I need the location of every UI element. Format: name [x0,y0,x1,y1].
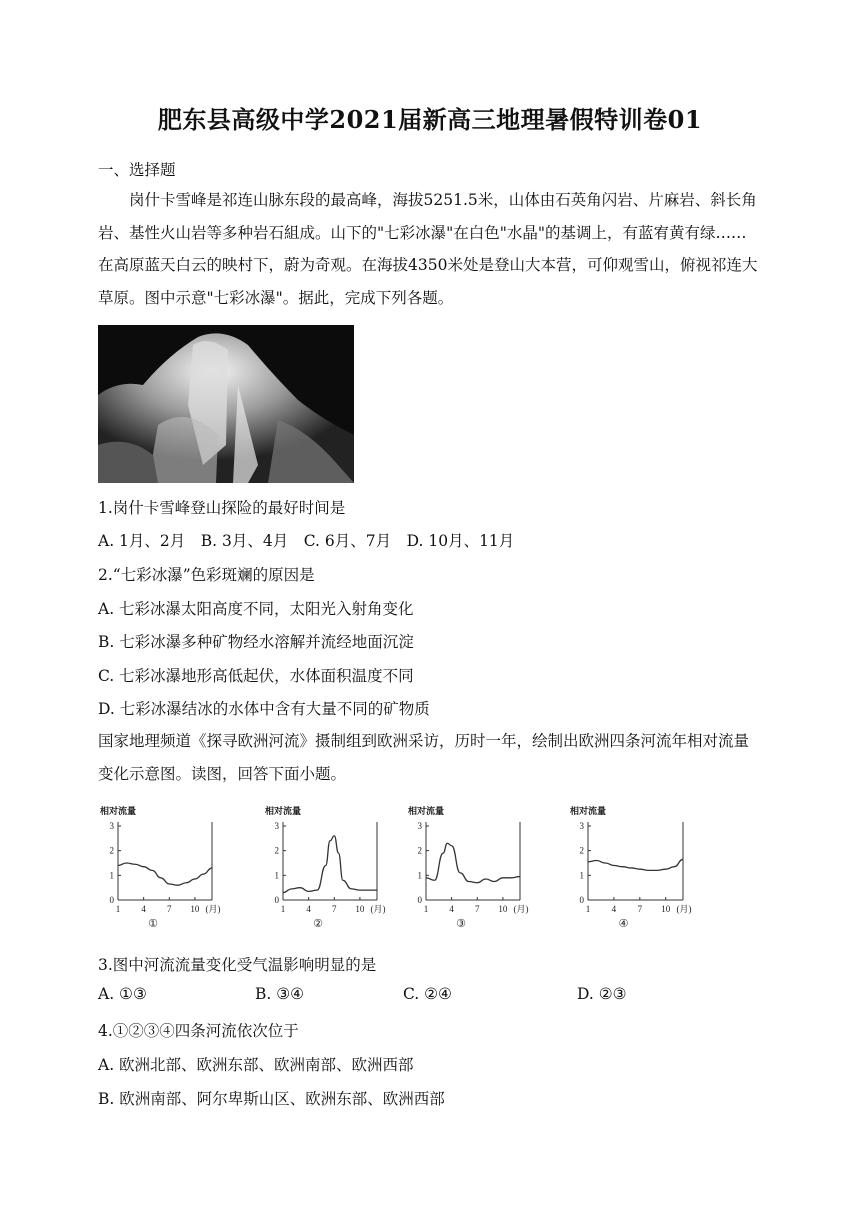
y-tick-label: 3 [417,821,422,831]
x-tick-label: 10 [661,904,671,914]
y-tick-label: 0 [274,895,279,905]
chart-caption: ① [148,918,158,930]
x-tick-label: 4 [141,904,146,914]
y-tick-label: 3 [109,821,114,831]
y-tick-label: 0 [417,895,422,905]
y-tick-label: 0 [579,895,584,905]
q4-option-a: A. 欧洲北部、欧洲东部、欧洲南部、欧洲西部 [98,1056,414,1074]
x-tick-label: 10 [190,904,200,914]
y-tick-label: 1 [109,870,114,881]
flow-series-line [283,836,377,893]
y-axis-label: 相对流量 [570,806,607,816]
river-chart-4 [568,800,708,945]
y-axis-label: 相对流量 [100,806,137,816]
q2-option-b: B. 七彩冰瀑多种矿物经水溶解并流经地面沉淀 [98,633,414,651]
x-tick-label: 4 [611,904,617,914]
q2-option-d: D. 七彩冰瀑结冰的水体中含有大量不同的矿物质 [98,700,430,718]
y-tick-label: 1 [417,870,422,881]
chart-caption: ④ [618,918,629,930]
question-intro-2: 国家地理频道《探寻欧洲河流》摄制组到欧洲采访，历时一年，绘制出欧洲四条河流年相对流量变化示意图。读图，回答下面小题。 [98,732,750,783]
river-chart-3 [406,800,536,945]
x-tick-label: 4 [449,904,454,914]
x-axis-unit: (月) [513,904,529,914]
y-axis-label: 相对流量 [265,806,302,816]
y-tick-label: 1 [274,870,279,881]
q2-stem: 2.“七彩冰瀑”色彩斑斓的原因是 [98,566,315,584]
river-flow-charts [98,800,708,945]
y-tick-label: 2 [274,845,279,856]
x-tick-label: 1 [585,904,591,914]
x-tick-label: 7 [167,904,172,914]
flow-series-line [426,843,520,882]
flow-series-line [588,859,683,870]
x-axis-unit: (月) [370,904,386,914]
section-heading: 一、选择题 [98,161,176,179]
q3-stem: 3.图中河流流量变化受气温影响明显的是 [98,956,377,974]
q2-option-c: C. 七彩冰瀑地形高低起伏，水体面积温度不同 [98,667,414,685]
q3-options [98,985,698,1009]
q3-option-b: B. ③④ [255,985,305,1003]
y-tick-label: 3 [579,821,584,831]
y-tick-label: 3 [274,821,279,831]
chart-caption: ② [313,918,323,930]
q2-option-a: A. 七彩冰瀑太阳高度不同，太阳光入射角变化 [98,600,414,618]
x-tick-label: 1 [280,904,286,914]
x-axis-unit: (月) [676,904,692,914]
x-tick-label: 7 [475,904,480,914]
q1-stem: 1.岗什卡雪峰登山探险的最好时间是 [98,499,346,517]
y-tick-label: 1 [579,870,584,881]
q4-stem: 4.①②③④四条河流依次位于 [98,1022,299,1040]
q4-option-b: B. 欧洲南部、阿尔卑斯山区、欧洲东部、欧洲西部 [98,1090,445,1108]
x-tick-label: 7 [637,904,643,914]
y-tick-label: 2 [109,845,114,856]
river-chart-1 [98,800,228,945]
x-tick-label: 1 [423,904,429,914]
chart-caption: ③ [456,918,466,930]
x-tick-label: 1 [115,904,121,914]
ice-waterfall-photo [98,325,354,483]
q3-option-a: A. ①③ [98,985,147,1003]
question-intro-1: 岗什卡雪峰是祁连山脉东段的最高峰，海拔5251.5米，山体由石英角闪岩、片麻岩、斜长角岩、基性火山岩等多种岩石組成。山下的"七彩冰瀑"在白色"水晶"的基调上，有蓝宥黄有绿……在高原蓝天白云的映村下，蔚为奇观。在海拔4350米处是登山大本营，可仰观雪山，俯视祁连大草原。图中示意"七彩冰瀑"。据此，完成下列各题。 [98,191,758,307]
y-tick-label: 2 [579,845,584,856]
y-tick-label: 2 [417,845,422,856]
y-axis-label: 相对流量 [408,806,445,816]
x-tick-label: 7 [332,904,337,914]
y-tick-label: 0 [109,895,114,905]
ice-waterfall-image [98,325,354,483]
q3-option-d: D. ②③ [577,985,627,1003]
flow-series-line [118,863,212,885]
page-title: 肥东县高级中学2021届新高三地理暑假特训卷01 [157,105,703,134]
x-axis-unit: (月) [205,904,221,914]
q1-options: A. 1月、2月 B. 3月、4月 C. 6月、7月 D. 10月、11月 [98,532,515,550]
x-tick-label: 10 [498,904,508,914]
river-chart-2 [263,800,393,945]
q3-option-c: C. ②④ [403,985,452,1003]
x-tick-label: 10 [355,904,365,914]
x-tick-label: 4 [306,904,311,914]
